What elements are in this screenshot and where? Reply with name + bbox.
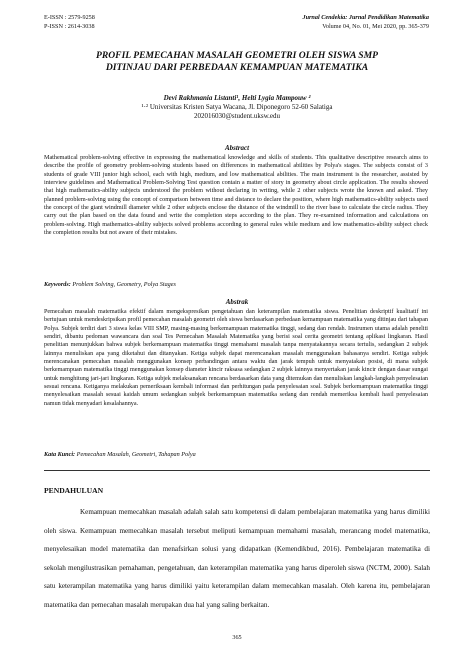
author-names: Devi Rakhmania Listanti¹, Helti Lygia Mampouw ² — [163, 94, 311, 102]
journal-name: Jurnal Cendekia: Jurnal Pendidikan Matematika — [302, 14, 429, 21]
paper-title — [40, 50, 434, 74]
eissn: E-ISSN : 2579-9258 — [44, 14, 95, 21]
issn-block — [44, 14, 95, 31]
section-body: Kemampuan memecahkan masalah adalah salah satu kompetensi di dalam pembelajaran matematika yang harus dimiliki oleh siswa. Kemampuan memecahkan masalah tersebut meliputi kemampuan memahami masalah, merancang model matematika, menyelesaikan model matematika dan menafsirkan solusi yang didapatkan (Kemendikbud, 2016). Pembelajaran matematika di sekolah mengilustrasikan pemahaman, pengetahuan, dan keterampilan matematika yang harus diperoleh siswa (NCTM, 2000). Salah satu keterampilan matematika yang harus dimiliki yaitu keterampilan dalam memecahkan masalah. Oleh karena itu, pembelajaran matematika dan pemecahan masalah merupakan dua hal yang saling berkaitan. — [44, 508, 430, 609]
keywords-en — [44, 281, 428, 289]
journal-volume: Volume 04, No. 01, Mei 2020, pp. 365-379 — [322, 22, 429, 30]
abstract-en-text: Mathematical problem-solving effective in expressing the mathematical knowledge and skills of students. This qualitative descriptive research aims to describe the profile of geometry problem-solving students based on differences in mathematical abilities by Polya's stages. The subjects consist of 3 students of grade VIII junior high school, each with high, medium, and low mathematical abilities. The main instrument is the researcher, assisted by interview guidelines and Mathematical Problem-Solving Test question contain a matter of story in geometry about circle application. The results showed that high mathematics-ability subjects understood the problem without declaring in writing, while 2 other subjects wrote the known and asked. They planned problem-solving using the concept of comparison between time and distance to declare the position, where high mathematics-ability subjects used the concept of the giant windmill diameter while 2 other subjects enclose the distance of the windmill to the river base to calculate the circle radius. They carry out the plan based on the data found and write the completion steps according to the plan. They re-examined information and calculations on problem-solving. High mathematics-ability subjects solved problems according to general rules while medium and low mathematics-ability subject check the completion results but not aware of their mistakes. — [44, 155, 428, 237]
journal-info — [302, 14, 429, 31]
keywords-id — [44, 451, 428, 459]
author-email: 202016030@student.uksw.edu — [193, 112, 281, 120]
keywords-id-label: Kata Kunci: — [44, 451, 76, 458]
author-block — [40, 94, 434, 121]
page-number: 365 — [232, 634, 242, 641]
abstract-id-text: Pemecahan masalah matematika efektif dalam mengekspresikan pengetahuan dan keterampilan matematika siswa. Penelitian deskriptif kualitatif ini bertujuan untuk mendeskripsikan profil pemecahan masalah geometri oleh siswa berdasarkan perbedaan kemampuan matematika yang ditinjau dari tahapan Polya. Subjek terdiri dari 3 siswa kelas VIII SMP, masing-masing berkemampuan matematika tinggi, sedang dan rendah. Instrumen utama adalah peneliti sendiri, dibantu pedoman wawancara dan soal Tes Pemecahan Masalah Matematika yang berisi soal cerita geometri tentang aplikasi lingkaran. Hasil penelitian menunjukkan bahwa subjek berkemampuan matematika tinggi memahami masalah tanpa menyatakannya secara tertulis, sedangkan 2 subjek lainnya menuliskan apa yang diketahui dan ditanyakan. Ketiga subjek dapat merencanakan masalah menggunakan bahasanya sendiri. Ketiga subjek merencanakan pemecahan masalah menggunakan konsep perbandingan antara waktu dan jarak tempuh untuk menyatakan posisi, di mana subjek berkemampuan matematika tinggi menggunakan konsep diameter kincir raksasa sedangkan 2 subjek lainnya menyertakan jarak kincir dengan dasar sungai untuk menghitung jari-jari lingkaran. Ketiga subjek melaksanakan rencana berdasarkan data yang ditemukan dan menuliskan langkah-langkah penyelesaian sesuai rencana. Ketiganya melakukan pemeriksaan kembali informasi dan perhitungan pada penyelesaian soal. Subjek berkemampuan matematika tinggi menyelesaikan masalah sesuai kaidah umum sedangkan subjek berkemampuan matematika sedang dan rendah memeriksa kembali hasil penyelesaian namun tidak menyadari kesalahannya. — [44, 309, 428, 407]
section-heading: PENDAHULUAN — [44, 486, 104, 495]
keywords-en-value: Problem Solving, Geometry, Polya Stages — [72, 281, 176, 288]
section-divider — [44, 470, 430, 471]
title-line-2: DITINJAU DARI PERBEDAAN KEMAMPUAN MATEMATIKA — [105, 62, 369, 73]
title-line-1: PROFIL PEMECAHAN MASALAH GEOMETRI OLEH SISWA SMP — [95, 50, 379, 61]
author-affiliation: ¹·² Universitas Kristen Satya Wacana, Jl. Diponegoro 52-60 Salatiga — [141, 103, 333, 111]
pissn: P-ISSN : 2614-3038 — [44, 22, 95, 30]
keywords-id-value: Pemecahan Masalah, Geometri, Tahapan Polya — [76, 451, 196, 458]
keywords-en-label: Keywords: — [44, 281, 71, 288]
abstract-id-heading: Abstrak — [225, 298, 249, 306]
abstract-en-heading: Abstract — [224, 144, 250, 152]
